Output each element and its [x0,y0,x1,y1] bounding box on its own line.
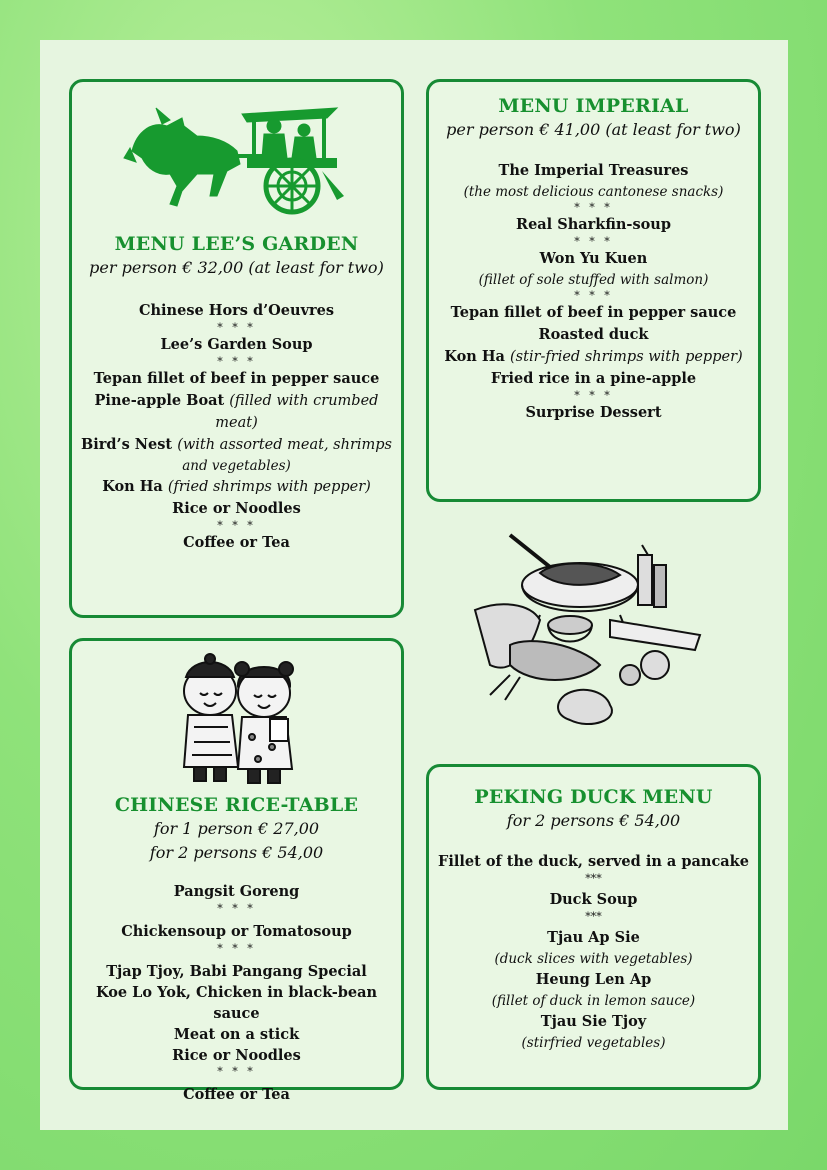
separator-stars: * * * [217,519,256,532]
menu-price: per person € 41,00 (at least for two) [446,120,741,139]
separator-stars: * * * [217,902,256,915]
menu-item: Tjap Tjoy, Babi Pangang Special [106,963,367,980]
menu-item: Tjau Ap Sie [547,929,640,946]
menu-item: Rice or Noodles [172,500,301,517]
menu-item: Tepan fillet of beef in pepper sauce [93,370,380,387]
children-illustration [172,647,302,789]
separator-stars: * * * [217,1065,256,1078]
item-note: (filled with crumbed meat) [215,393,379,431]
menu-price: for 2 persons € 54,00 [506,811,681,830]
item-note: (fillet of duck in lemon sauce) [491,993,696,1009]
separator-stars: * * * [574,235,613,248]
menu-title: PEKING DUCK MENU [474,786,713,808]
menu-item: Real Sharkfin-soup [516,216,671,233]
menu-title: MENU LEE’S GARDEN [114,233,359,255]
menu-item: Heung Len Ap [535,971,652,988]
menu-item: Tjau Sie Tjoy [540,1013,647,1030]
menu-price: for 1 person € 27,00 [153,819,320,838]
separator-stars: *** [585,910,602,923]
menu-item: Won Yu Kuen [539,250,648,267]
wok-cooking-illustration [470,525,715,740]
item-note: (fillet of sole stuffed with salmon) [478,272,709,288]
peking-duck-menu-card [426,764,761,1090]
separator-stars: * * * [574,201,613,214]
menu-item [72,476,401,498]
menu-item: Pangsit Goreng [173,883,300,900]
item-name: Kon Ha [102,478,168,495]
item-note: (duck slices with vegetables) [494,951,693,967]
menu-imperial-card [426,79,761,502]
separator-stars: * * * [574,289,613,302]
menu-item: Koe Lo Yok, Chicken in black-bean sauce [95,984,378,1022]
item-note: (stir-fried shrimps with pepper) [510,349,743,365]
menu-title: CHINESE RICE-TABLE [114,794,359,816]
menu-item [429,346,758,368]
menu-item: Lee’s Garden Soup [160,336,313,353]
separator-stars: * * * [217,355,256,368]
menu-item: Chinese Hors d’Oeuvres [138,302,335,319]
menu-item: Fried rice in a pine-apple [490,370,697,387]
menu-item: Coffee or Tea [183,534,290,551]
menu-item: Surprise Dessert [525,404,662,421]
menu-item: Coffee or Tea [183,1086,290,1103]
separator-stars: *** [585,872,602,885]
separator-stars: * * * [217,942,256,955]
menu-item: The Imperial Treasures [498,162,689,179]
separator-stars: * * * [217,321,256,334]
item-note: (fried shrimps with pepper) [167,479,371,495]
menu-item: Roasted duck [538,326,649,343]
horse-carriage-illustration [122,96,352,216]
menu-item [72,390,401,434]
menu-item [72,434,401,456]
menu-item: Meat on a stick [173,1026,300,1043]
item-note: and vegetables) [182,458,291,474]
item-name: Bird’s Nest [80,436,178,453]
menu-item: Chickensoup or Tomatosoup [121,923,352,940]
menu-price: for 2 persons € 54,00 [149,843,324,862]
menu-item: Duck Soup [549,891,638,908]
item-name: Pine-apple Boat [94,392,230,409]
item-note: (the most delicious cantonese snacks) [463,184,724,200]
menu-item: Fillet of the duck, served in a pancake [438,853,749,870]
item-note: (stirfried vegetables) [521,1035,666,1051]
item-note: (with assorted meat, shrimps [177,437,392,453]
menu-lees-garden-card [69,79,404,618]
separator-stars: * * * [574,389,613,402]
menu-item: Rice or Noodles [172,1047,301,1064]
item-name: Kon Ha [444,348,511,365]
menu-price: per person € 32,00 (at least for two) [89,258,384,277]
chinese-rice-table-card [69,638,404,1103]
menu-title: MENU IMPERIAL [498,95,689,117]
menu-item: Tepan fillet of beef in pepper sauce [450,304,737,321]
